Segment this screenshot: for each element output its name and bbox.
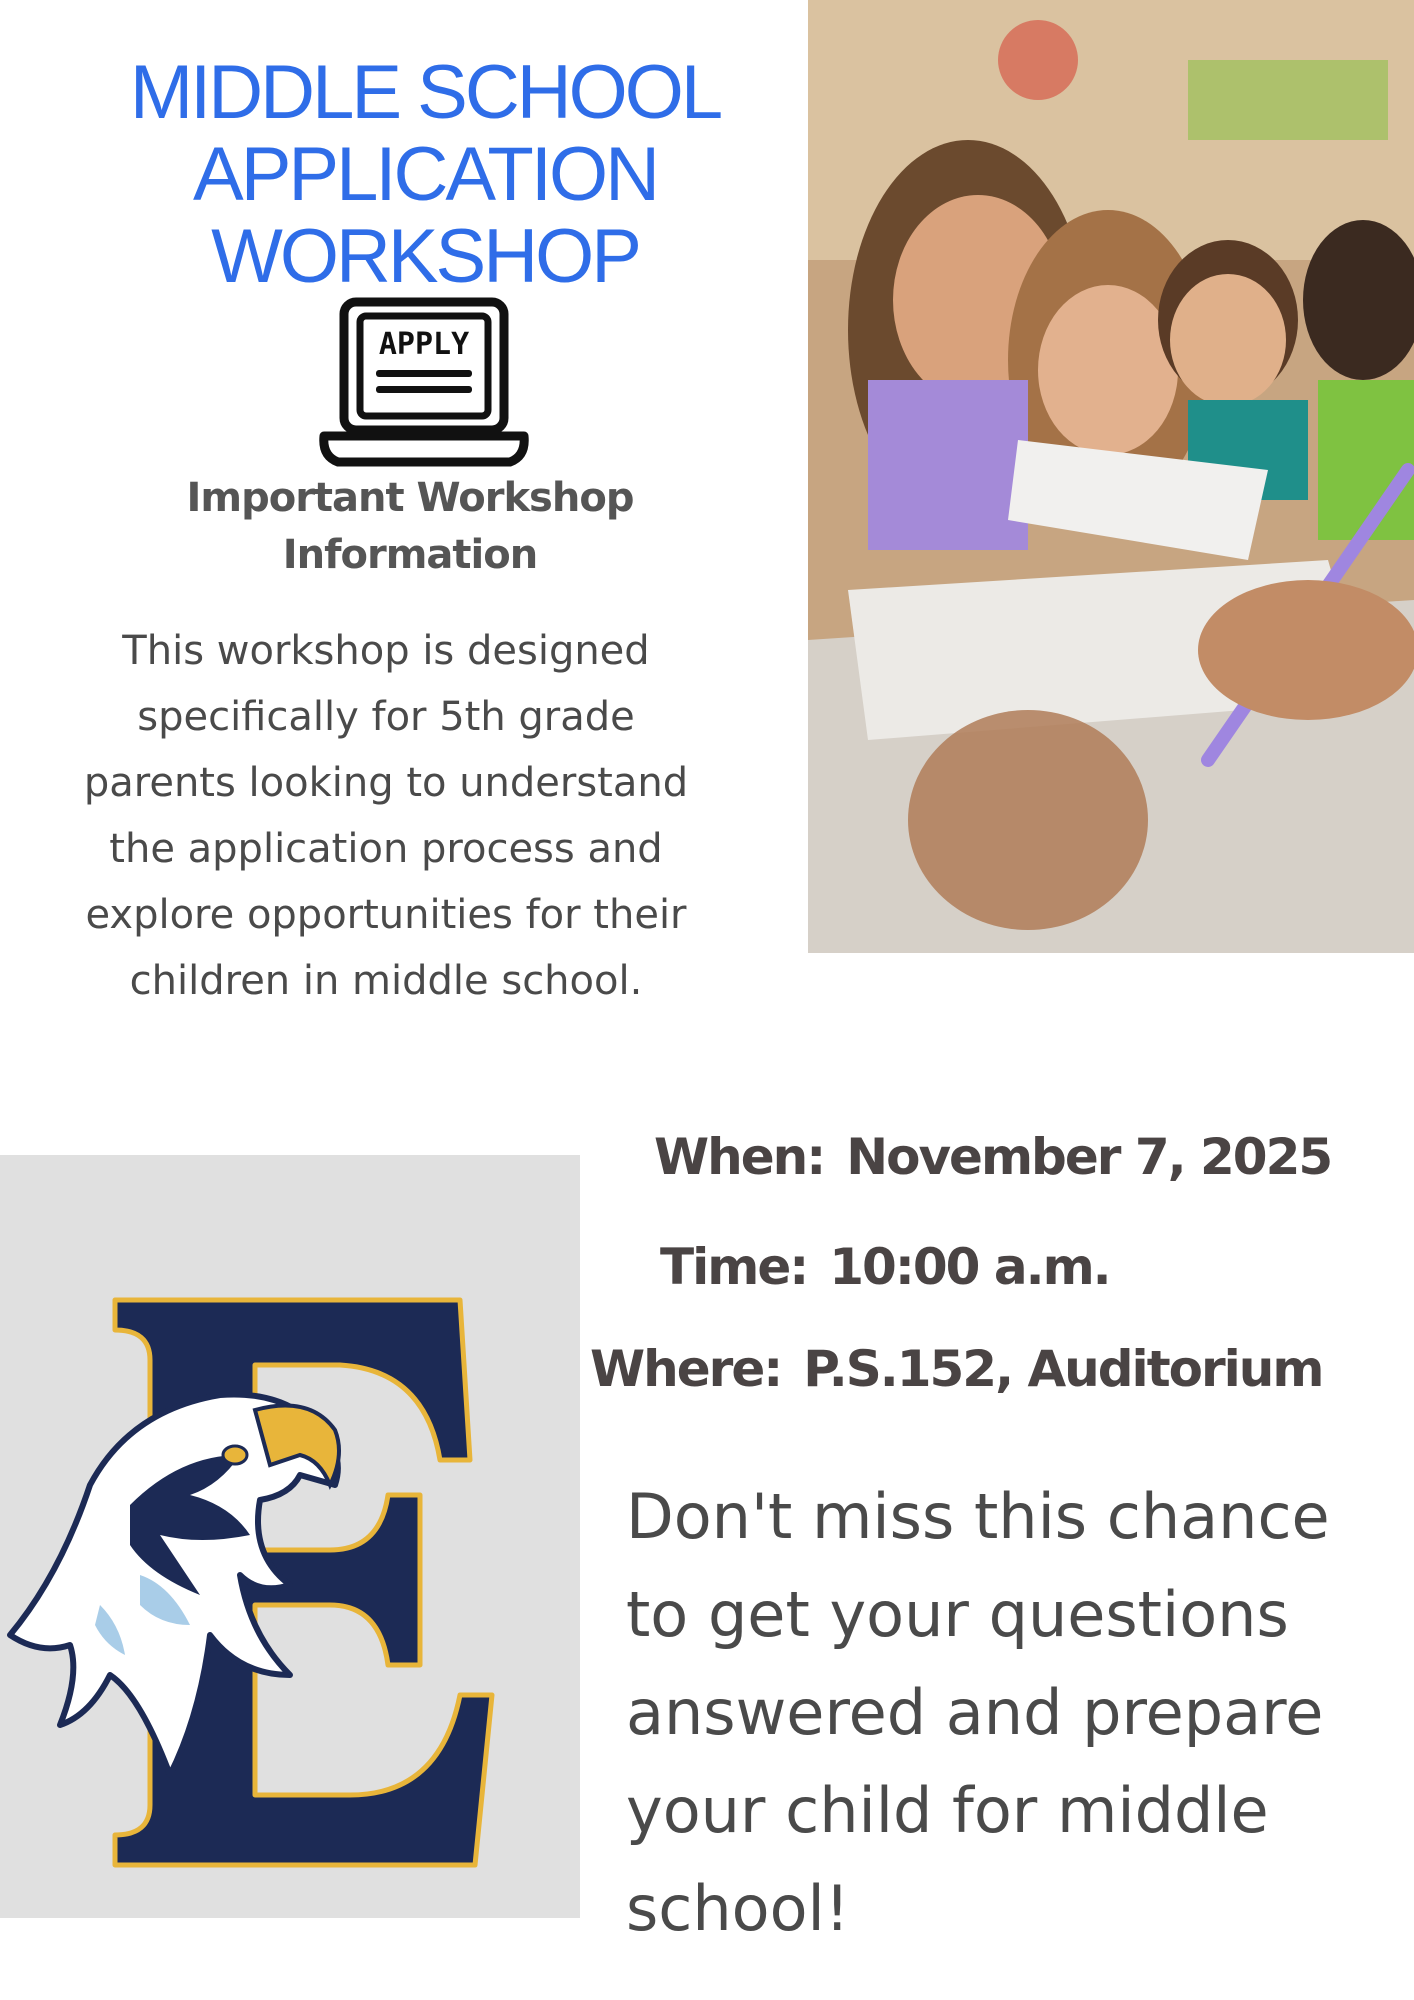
- info-heading-line-1: Important Workshop: [186, 475, 634, 521]
- closing-message: Don't miss this chance to get your questions answered and prepare your child for middle school!: [626, 1480, 1330, 1945]
- laptop-apply-icon: [314, 296, 534, 476]
- when-label: When:: [654, 1128, 825, 1186]
- info-heading-line-2: Information: [282, 532, 538, 578]
- where-label: Where:: [590, 1340, 782, 1398]
- where-value: P.S.152, Auditorium: [803, 1340, 1323, 1398]
- when-value: November 7, 2025: [846, 1128, 1332, 1186]
- title-line-1: MIDDLE SCHOOL: [129, 50, 721, 135]
- title-line-2: APPLICATION: [193, 132, 657, 217]
- time-label: Time:: [660, 1238, 808, 1296]
- students-photo: [808, 0, 1414, 953]
- apply-label: APPLY: [378, 327, 470, 362]
- where-row: [590, 1340, 1322, 1398]
- workshop-title: [60, 52, 790, 298]
- info-heading: [130, 470, 690, 584]
- workshop-description: This workshop is designed specifically for 5th grade parents looking to understand the application process and explore opportunities for their children in middle school.: [83, 628, 689, 1004]
- time-value: 10:00 a.m.: [829, 1238, 1110, 1296]
- when-row: [654, 1128, 1331, 1186]
- title-line-3: WORKSHOP: [211, 214, 639, 299]
- eagle-e-logo: [0, 1155, 580, 1918]
- time-row: [660, 1238, 1110, 1296]
